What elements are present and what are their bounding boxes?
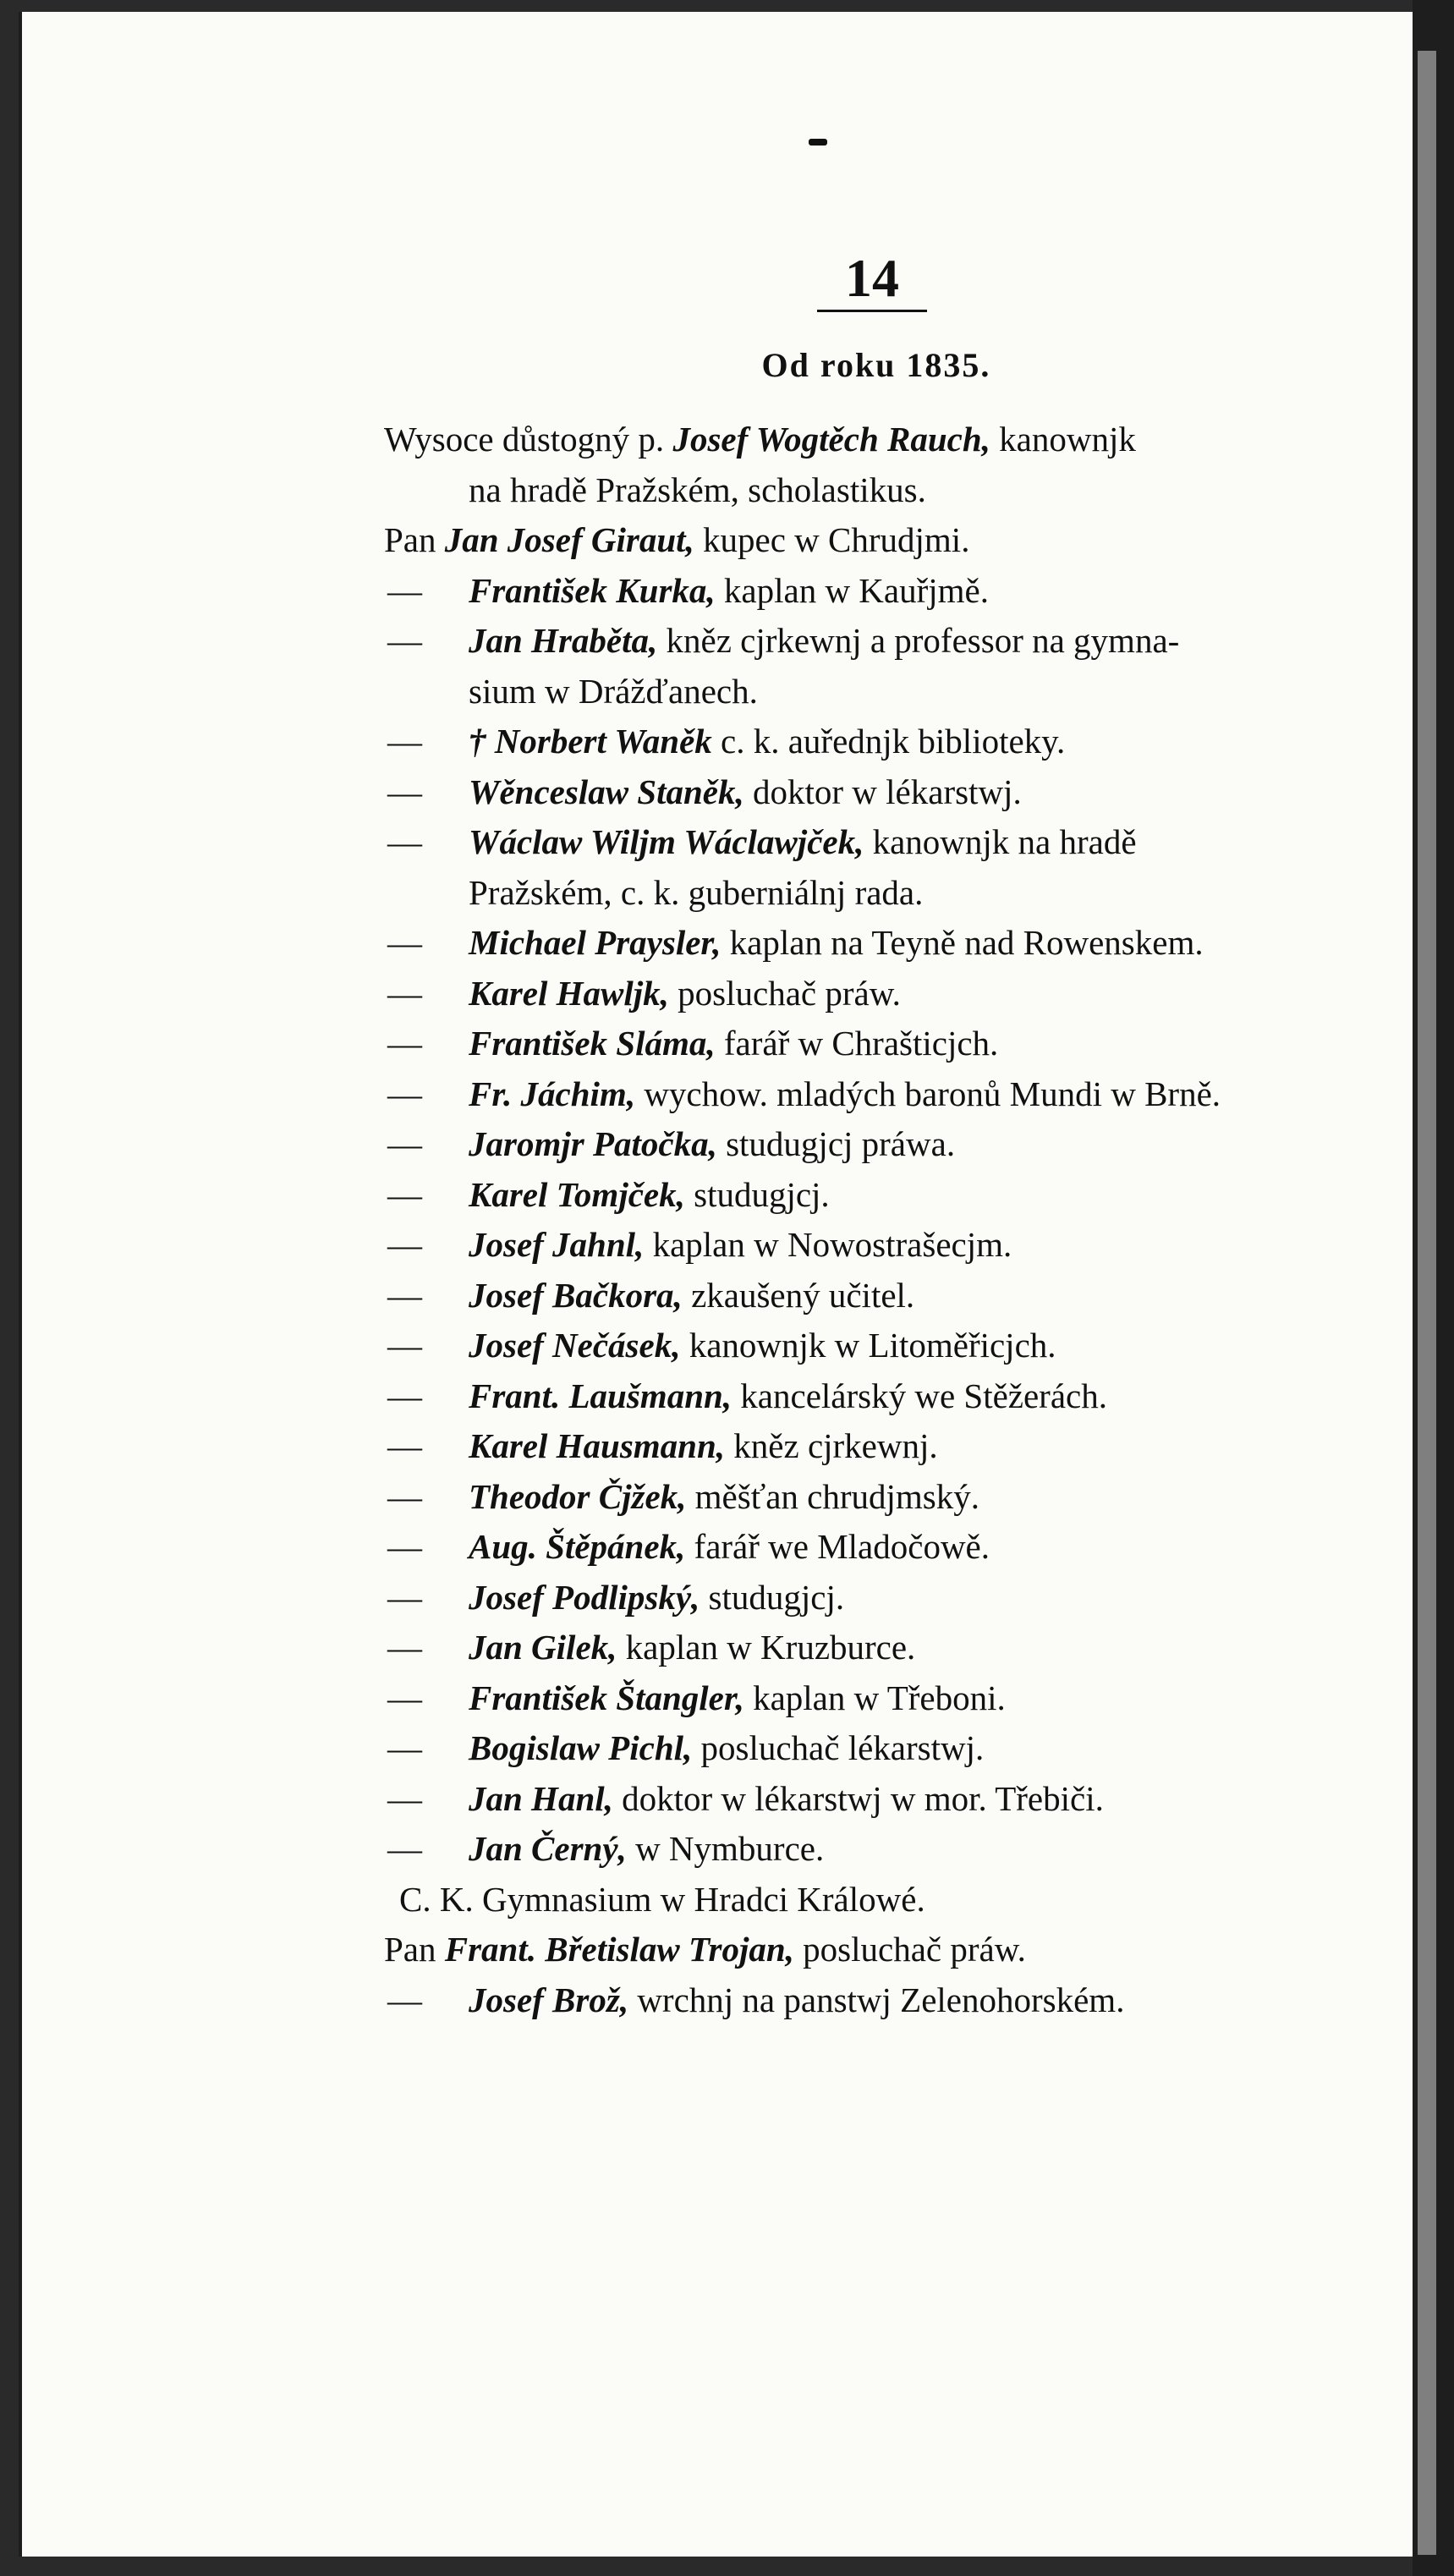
person-description: wrchnj na panstwj Zelenohorském.: [637, 1980, 1125, 2019]
entry-line: [469, 1069, 1221, 1120]
ditto-dash: —: [387, 973, 422, 1013]
entry-line: [469, 1824, 824, 1875]
person-description: posluchač lékarstwj.: [700, 1728, 985, 1767]
entry-line: [469, 1019, 998, 1069]
ditto-dash: —: [387, 1728, 422, 1767]
person-name: Karel Hawljk,: [469, 973, 669, 1013]
list-line: [22, 1170, 1416, 1221]
ditto-dash: —: [387, 1024, 422, 1063]
person-description: kaplan w Třeboni.: [753, 1678, 1006, 1717]
person-description: kancelárský we Stěžerách.: [740, 1376, 1107, 1415]
person-name: František Štangler,: [469, 1678, 744, 1717]
person-description: posluchač práw.: [803, 1930, 1026, 1969]
list-line: [22, 1321, 1416, 1371]
ditto-dash: —: [387, 1829, 422, 1868]
subheading-line: [399, 1875, 925, 1925]
person-description: kaplan na Teyně nad Rowenskem.: [729, 923, 1204, 962]
person-description: kanownjk w Litoměřicjch.: [689, 1326, 1056, 1365]
list-line: [22, 1220, 1416, 1271]
person-description: zkaušený učitel.: [691, 1275, 915, 1315]
entry-line: [469, 767, 1022, 818]
entry-title: Wysoce důstogný p.: [384, 420, 665, 459]
list-line: [22, 1371, 1416, 1422]
ditto-dash: —: [387, 1577, 422, 1617]
scan-edge-highlight: [1418, 51, 1436, 2555]
list-line: [22, 767, 1416, 818]
list-line: [22, 1975, 1416, 2026]
entry-line: [469, 616, 1179, 667]
entry-line: [469, 1220, 1012, 1271]
ditto-dash: —: [387, 1426, 422, 1465]
entry-line: [469, 1522, 990, 1573]
ditto-dash: —: [387, 822, 422, 861]
entry-line: [469, 1119, 955, 1170]
person-description: kanownjk: [999, 420, 1136, 459]
person-name: Bogislaw Pichl,: [469, 1728, 693, 1767]
entry-line: [469, 1271, 914, 1321]
list-line: [22, 1472, 1416, 1523]
ditto-dash: —: [387, 722, 422, 761]
person-name: Jan Gilek,: [469, 1628, 617, 1667]
ink-speck: [809, 139, 827, 146]
page-number-rule: [817, 310, 927, 312]
person-name: Karel Tomjček,: [469, 1174, 685, 1214]
entry-line: [469, 918, 1204, 969]
list-line: [22, 918, 1416, 969]
entry-title: Pan: [384, 520, 436, 559]
ditto-dash: —: [387, 1678, 422, 1717]
ditto-dash: —: [387, 1074, 422, 1113]
person-description: doktor w lékarstwj.: [753, 772, 1022, 811]
list-line: [22, 667, 1416, 717]
person-name: Jaromjr Patočka,: [469, 1124, 717, 1163]
person-description: měšťan chrudjmský.: [694, 1476, 980, 1516]
ditto-dash: —: [387, 1980, 422, 2019]
person-description: kupec w Chrudjmi.: [703, 520, 970, 559]
list-line: [22, 616, 1416, 667]
ditto-dash: —: [387, 570, 422, 610]
ditto-dash: —: [387, 1326, 422, 1365]
institution-heading: C. K. Gymnasium w Hradci Králowé.: [399, 1879, 925, 1919]
person-name: Frant. Břetislaw Trojan,: [444, 1930, 794, 1969]
list-line: [22, 1875, 1416, 1925]
list-line: [22, 1925, 1416, 1975]
person-description: farář we Mladočowě.: [694, 1527, 990, 1566]
continuation-line: [469, 868, 923, 919]
person-name: Jan Hraběta,: [469, 621, 658, 660]
person-name: Jan Josef Giraut,: [444, 520, 694, 559]
ditto-dash: —: [387, 1376, 422, 1415]
list-line: [22, 1019, 1416, 1069]
person-name: Frant. Laušmann,: [469, 1376, 732, 1415]
entry-title: Pan: [384, 1930, 436, 1969]
person-name: Wěnceslaw Staněk,: [469, 772, 744, 811]
entry-line: [469, 1321, 1056, 1371]
person-description: kaplan w Nowostrašecjm.: [652, 1225, 1012, 1264]
person-name: † Norbert Waněk: [469, 722, 712, 761]
list-line: [22, 817, 1416, 868]
entry-line: [469, 566, 989, 617]
person-description: wychow. mladých baronů Mundi w Brně.: [644, 1074, 1221, 1113]
person-description: w Nymburce.: [635, 1829, 825, 1868]
entry-line: [469, 1573, 844, 1623]
list-line: [22, 415, 1416, 465]
entry-line: [469, 717, 1065, 767]
entry-line: [384, 515, 969, 566]
ditto-dash: —: [387, 772, 422, 811]
person-description: posluchač práw.: [678, 973, 901, 1013]
person-description: kněz cjrkewnj a professor na gymna-: [666, 621, 1180, 660]
person-description: doktor w lékarstwj w mor. Třebiči.: [622, 1778, 1104, 1818]
ditto-dash: —: [387, 1476, 422, 1516]
person-name: Josef Bačkora,: [469, 1275, 683, 1315]
page-number: 14: [845, 248, 899, 308]
ditto-dash: —: [387, 1275, 422, 1315]
list-line: [22, 969, 1416, 1019]
continuation-text: Pražském, c. k. guberniálnj rada.: [469, 872, 924, 912]
entry-line: [469, 1170, 830, 1221]
subscriber-list: [22, 415, 1416, 2025]
list-line: [22, 1673, 1416, 1724]
person-description: kaplan w Kauřjmě.: [723, 570, 989, 610]
person-name: Karel Hausmann,: [469, 1426, 726, 1465]
entry-line: [469, 1421, 938, 1472]
person-name: Jan Černý,: [469, 1829, 627, 1868]
ditto-dash: —: [387, 1778, 422, 1818]
ditto-dash: —: [387, 1174, 422, 1214]
continuation-text: sium w Drážďanech.: [469, 671, 758, 711]
document-page: [19, 12, 1416, 2557]
list-line: [22, 1623, 1416, 1673]
ditto-dash: —: [387, 923, 422, 962]
person-description: studugjcj.: [708, 1577, 845, 1617]
person-description: studugjcj.: [694, 1174, 830, 1214]
person-description: kanownjk na hradě: [872, 822, 1137, 861]
ditto-dash: —: [387, 1628, 422, 1667]
person-name: Aug. Štěpánek,: [469, 1527, 686, 1566]
person-name: Josef Podlipský,: [469, 1577, 700, 1617]
list-line: [22, 515, 1416, 566]
list-line: [22, 717, 1416, 767]
person-description: farář w Chrašticjch.: [723, 1024, 999, 1063]
entry-line: [469, 1472, 979, 1523]
list-line: [22, 1271, 1416, 1321]
ditto-dash: —: [387, 1527, 422, 1566]
list-line: [22, 465, 1416, 516]
person-name: Josef Jahnl,: [469, 1225, 645, 1264]
list-line: [22, 1421, 1416, 1472]
list-line: [22, 1119, 1416, 1170]
continuation-line: [469, 667, 758, 717]
list-line: [22, 1069, 1416, 1120]
person-description: c. k. auřednjk biblioteky.: [721, 722, 1066, 761]
person-name: Michael Praysler,: [469, 923, 722, 962]
entry-line: [469, 1623, 915, 1673]
entry-line: [469, 1371, 1107, 1422]
continuation-text: na hradě Pražském, scholastikus.: [469, 470, 926, 509]
person-name: František Sláma,: [469, 1024, 716, 1063]
entry-line: [469, 817, 1137, 868]
list-line: [22, 1774, 1416, 1825]
list-line: [22, 566, 1416, 617]
person-description: kaplan w Kruzburce.: [625, 1628, 916, 1667]
person-name: Josef Nečásek,: [469, 1326, 681, 1365]
person-name: Wáclaw Wiljm Wáclawjček,: [469, 822, 864, 861]
person-name: Josef Brož,: [469, 1980, 629, 2019]
person-name: Josef Wogtěch Rauch,: [672, 420, 990, 459]
list-line: [22, 1824, 1416, 1875]
continuation-line: [469, 465, 926, 516]
entry-line: [469, 969, 901, 1019]
list-line: [22, 1723, 1416, 1774]
person-name: Theodor Čjžek,: [469, 1476, 687, 1516]
person-description: kněz cjrkewnj.: [733, 1426, 938, 1465]
person-description: studugjcj práwa.: [726, 1124, 956, 1163]
ditto-dash: —: [387, 1225, 422, 1264]
person-name: František Kurka,: [469, 570, 716, 610]
person-name: Jan Hanl,: [469, 1778, 613, 1818]
list-line: [22, 1522, 1416, 1573]
ditto-dash: —: [387, 1124, 422, 1163]
ditto-dash: —: [387, 621, 422, 660]
list-line: [22, 1573, 1416, 1623]
entry-line: [469, 1774, 1104, 1825]
section-heading: Od roku 1835.: [761, 346, 991, 384]
person-name: Fr. Jáchim,: [469, 1074, 636, 1113]
entry-line: [469, 1975, 1124, 2026]
entry-line: [384, 1925, 1026, 1975]
entry-line: [469, 1673, 1006, 1724]
entry-line: [384, 415, 1136, 465]
entry-line: [469, 1723, 984, 1774]
list-line: [22, 868, 1416, 919]
